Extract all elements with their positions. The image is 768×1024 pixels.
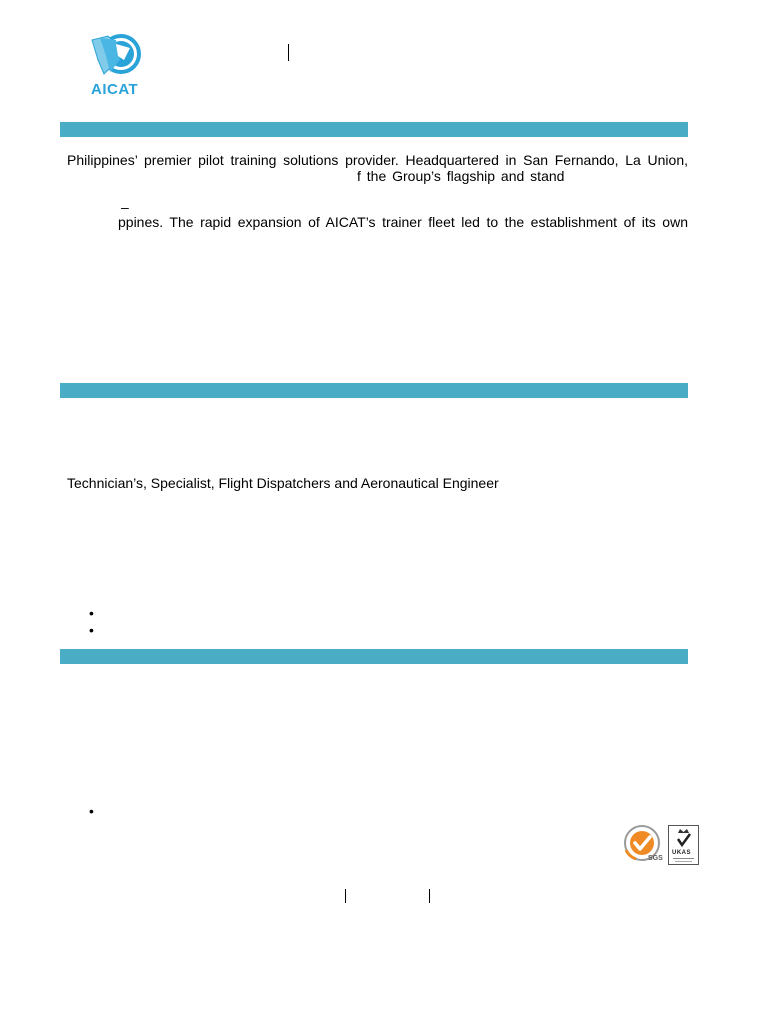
ukas-certification-logo — [668, 825, 699, 865]
ukas-label: UKAS — [672, 850, 692, 856]
section1-line4: ppines. The rapid expansion of AICAT’s trainer fleet led to the establishment of its own — [118, 214, 688, 230]
section1-dash: – — [121, 199, 129, 215]
sgs-certification-logo — [622, 824, 664, 866]
sgs-label: SGS — [648, 855, 663, 862]
section1-line1: Philippines’ premier pilot training solutions provider. Headquartered in San Fernando, La Union, — [67, 152, 688, 168]
section-bar-3 — [60, 649, 688, 664]
ukas-fineprint — [673, 858, 694, 859]
section1-line2: f the Group’s flagship and stand — [357, 168, 565, 184]
bullet-item-3: • — [89, 803, 94, 819]
section-bar-2 — [60, 383, 688, 398]
footer-separator-2 — [429, 889, 430, 903]
section2-line1: Technician’s, Specialist, Flight Dispatchers and Aeronautical Engineer — [67, 475, 499, 491]
aicat-logo-icon — [86, 30, 142, 82]
header-separator — [288, 44, 289, 61]
logo-wordmark: AICAT — [91, 81, 139, 98]
aicat-logo — [86, 30, 142, 100]
bullet-item-1: • — [89, 605, 94, 621]
footer-separator-1 — [345, 889, 346, 903]
ukas-fineprint-2 — [675, 861, 692, 862]
section-bar-1 — [60, 122, 688, 137]
bullet-item-2: • — [89, 622, 94, 638]
